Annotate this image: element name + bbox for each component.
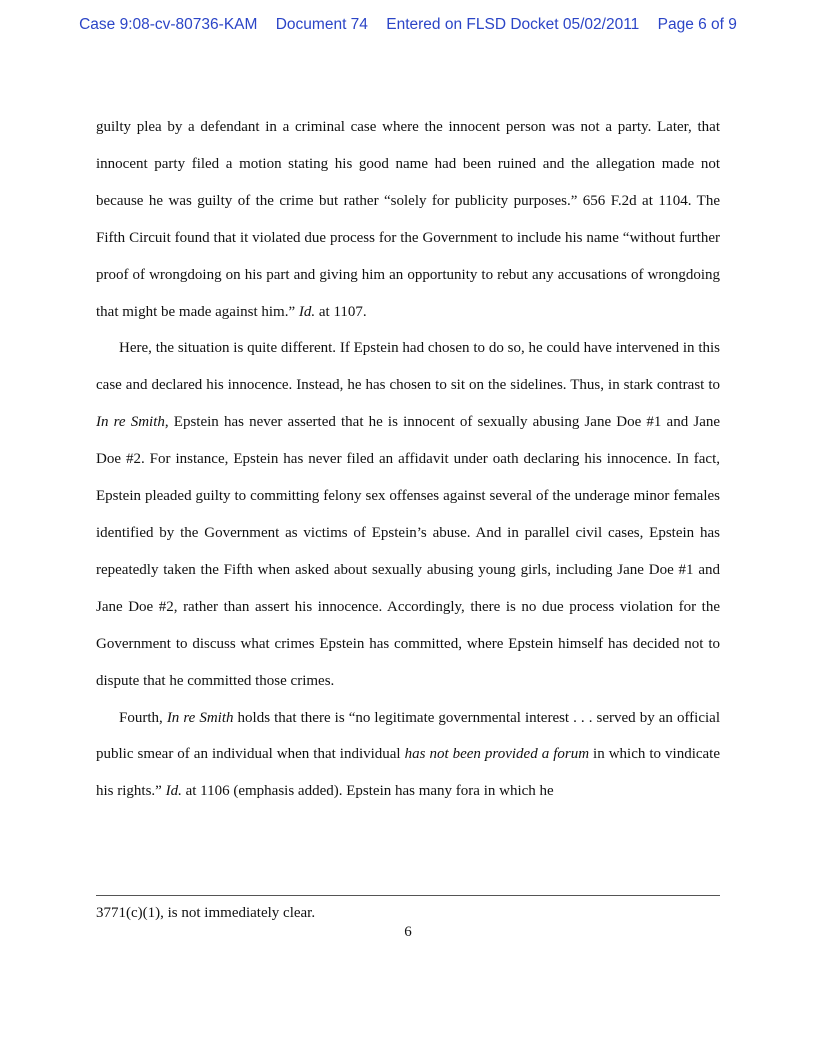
paragraph-3-text-d: at 1106 (emphasis added). Epstein has many fora in which he — [181, 783, 554, 800]
paragraph-3 — [96, 700, 720, 811]
docket-header — [0, 16, 816, 34]
paragraph-3-text-c: in which to vindicate his rights.” — [96, 746, 720, 800]
paragraph-2 — [96, 330, 720, 699]
id-citation: Id. — [165, 783, 182, 800]
page-number: 6 — [404, 924, 412, 940]
paragraph-3-text-b: holds that there is “no legitimate governmental interest . . . served by an official public smear of an individual when that individual — [96, 709, 720, 763]
emphasis-text: has not been provided a forum — [404, 746, 590, 763]
docket-entry-date: Entered on FLSD Docket 05/02/2011 — [386, 16, 640, 33]
footnote-divider — [96, 895, 720, 896]
page-count: Page 6 of 9 — [657, 16, 737, 33]
body-text — [96, 109, 720, 810]
case-name-citation: In re Smith — [96, 414, 165, 431]
case-number: Case 9:08-cv-80736-KAM — [79, 16, 258, 33]
paragraph-1-cite-tail: at 1107. — [315, 303, 367, 320]
document-number: Document 74 — [275, 16, 368, 33]
paragraph-1-text: guilty plea by a defendant in a criminal case where the innocent person was not a party. Later, that innocent party filed a motion stating his good name had been ruined and the allegation made not because he was guilty of the crime but rather “solely for publicity purposes.” 656 F.2d at 1104. The Fifth Circuit found that it violated due process for the Government to include his name “without further proof of wrongdoing on his part and giving him an opportunity to rebut any accusations of wrongdoing that might be made against him.” — [96, 119, 720, 320]
paragraph-1 — [96, 109, 720, 330]
paragraph-3-text-a: Fourth, — [119, 709, 167, 726]
case-name-citation: In re Smith — [166, 709, 234, 726]
id-citation: Id. — [298, 303, 316, 320]
paragraph-2-text-b: , Epstein has never asserted that he is innocent of sexually abusing Jane Doe #1 and Jane Doe #2. For instance, Epstein has never filed an affidavit under oath declaring his innocence. In fact, Epstein pleaded guilty to committing felony sex offenses against several of the underage minor females identified by the Government as victims of Epstein’s abuse. And in parallel civil cases, Epstein has repeatedly taken the Fifth when asked about sexually abusing young girls, including Jane Doe #1 and Jane Doe #2, rather than assert his innocence. Accordingly, there is no due process violation for the Government to discuss what crimes Epstein has committed, where Epstein himself has decided not to dispute that he committed those crimes. — [96, 414, 721, 689]
paragraph-2-text-a: Here, the situation is quite different. If Epstein had chosen to do so, he could have intervened in this case and declared his innocence. Instead, he has chosen to sit on the sidelines. Thus, in stark contrast to — [96, 340, 720, 394]
footnote-text: 3771(c)(1), is not immediately clear. — [96, 905, 316, 921]
